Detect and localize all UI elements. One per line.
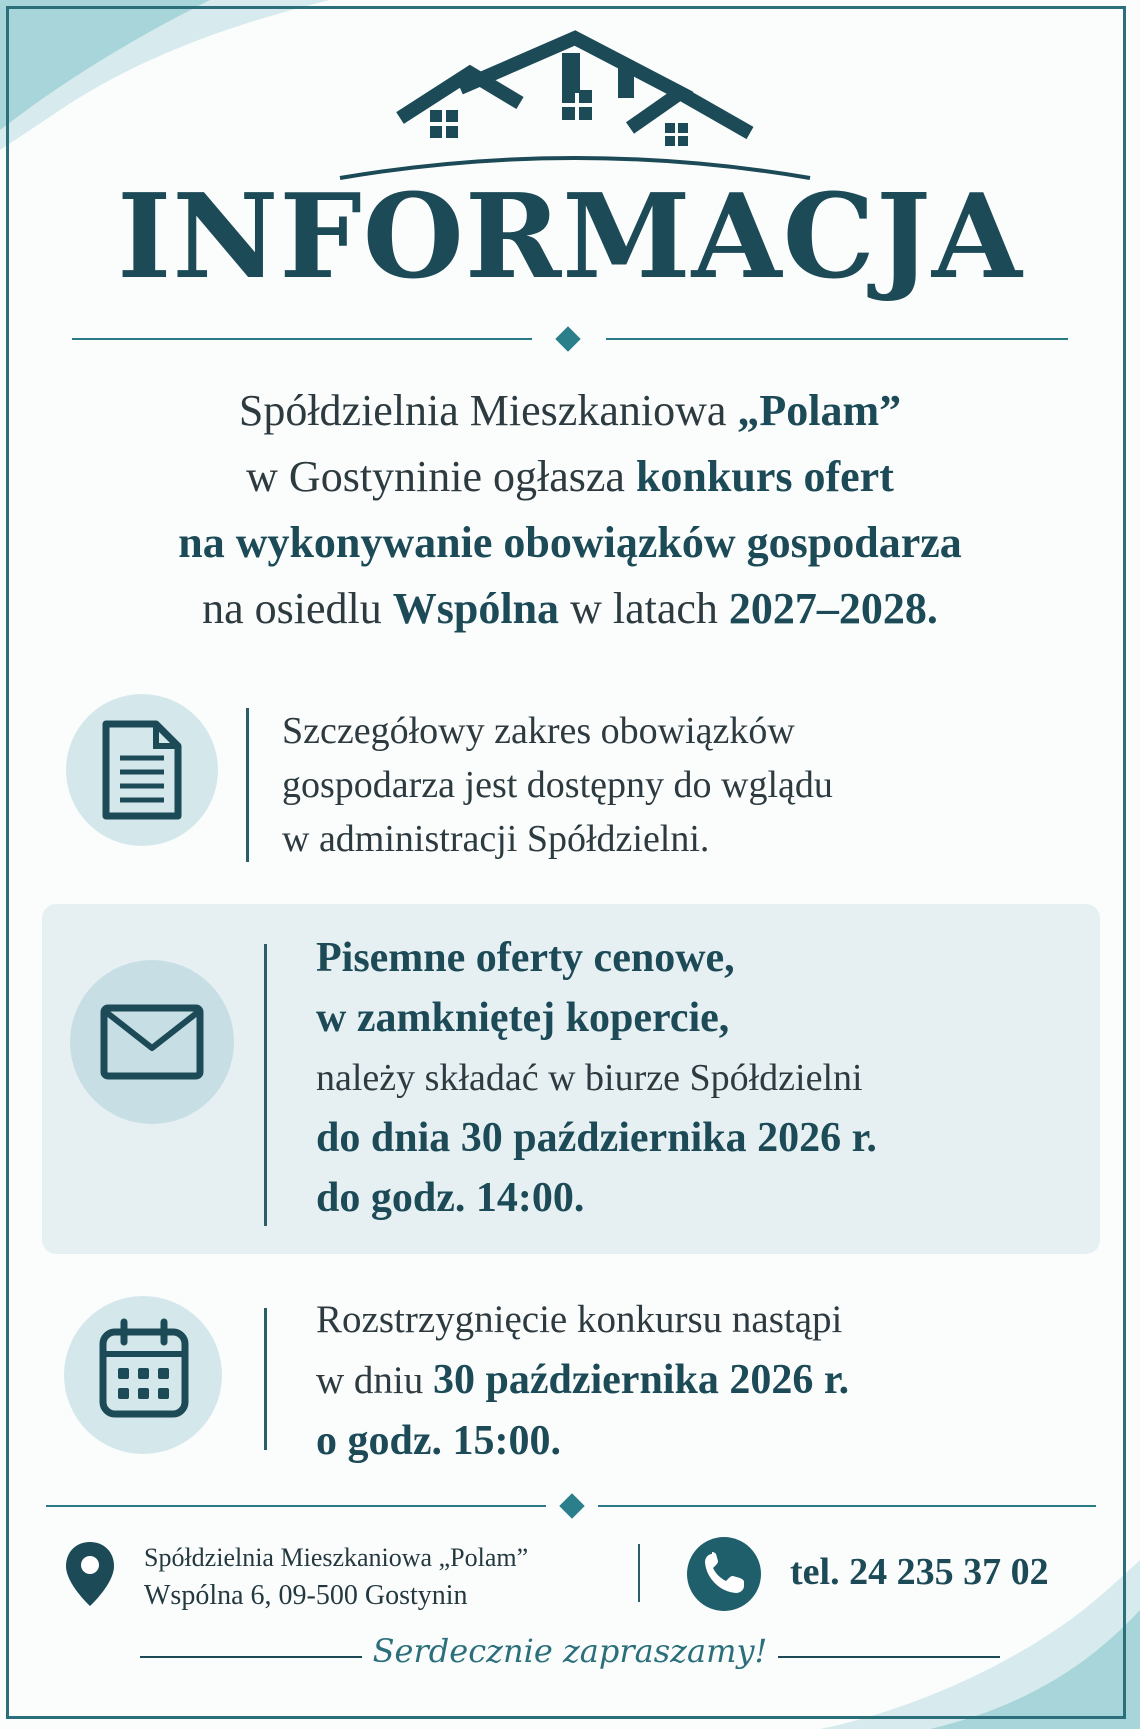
phone-icon (686, 1536, 762, 1612)
scope-line1: Szczegółowy zakres obowiązków (282, 710, 795, 752)
intro-line1-text: Spółdzielnia Mieszkaniowa (238, 386, 738, 435)
result-text (316, 1290, 849, 1471)
result-date: 30 października 2026 r. (433, 1357, 850, 1403)
footer-divider (638, 1544, 640, 1602)
result-line2-text: w dniu (316, 1359, 433, 1402)
footer-address: Wspólna 6, 09-500 Gostynin (144, 1580, 468, 1611)
envelope-icon (100, 1004, 204, 1080)
offers-text (316, 928, 877, 1228)
intro-line2-text: w Gostyninie ogłasza (246, 452, 636, 501)
signoff-text: Serdecznie zapraszamy! (372, 1632, 768, 1670)
divider-bottom-left (46, 1505, 546, 1507)
offers-line3: należy składać w biurze Spółdzielni (316, 1057, 863, 1099)
intro-text (60, 378, 1080, 642)
scope-line2: gospodarza jest dostępny do wglądu (282, 764, 833, 806)
offers-divider (264, 944, 267, 1226)
intro-duties: na wykonywanie obowiązków gospodarza (178, 518, 962, 567)
offers-deadline-date: do dnia 30 października 2026 r. (316, 1115, 877, 1161)
page-title: INFORMACJA (117, 169, 1023, 305)
intro-line4-mid: w latach (559, 584, 729, 633)
intro-estate: Wspólna (392, 584, 560, 633)
scope-text (282, 704, 833, 866)
offers-deadline-time: do godz. 14:00. (316, 1175, 585, 1221)
signoff-line-right (778, 1656, 1000, 1658)
divider-bottom-right (598, 1505, 1096, 1507)
houses-roof-icon (330, 28, 820, 188)
footer-address-block (144, 1540, 528, 1616)
footer-org-name: Spółdzielnia Mieszkaniowa „Polam” (144, 1543, 529, 1572)
divider-top-right (606, 338, 1068, 340)
divider-top-left (72, 338, 532, 340)
document-icon (100, 718, 184, 822)
result-line1: Rozstrzygnięcie konkursu nastąpi (316, 1298, 843, 1341)
scope-divider (246, 708, 249, 862)
footer-phone: tel. 24 235 37 02 (790, 1551, 1049, 1593)
intro-line4-text: na osiedlu (202, 584, 393, 633)
calendar-icon (98, 1318, 190, 1420)
result-time: o godz. 15:00. (316, 1418, 561, 1464)
result-divider (264, 1308, 267, 1450)
intro-contest: konkurs ofert (635, 452, 894, 501)
scope-line3: w administracji Spółdzielni. (282, 818, 710, 860)
intro-org-name: „Polam” (737, 386, 902, 435)
offers-line2: w zamkniętej kopercie, (316, 995, 730, 1041)
offers-line1: Pisemne oferty cenowe, (316, 935, 735, 981)
map-pin-icon (64, 1540, 116, 1608)
intro-years: 2027–2028. (728, 584, 938, 633)
